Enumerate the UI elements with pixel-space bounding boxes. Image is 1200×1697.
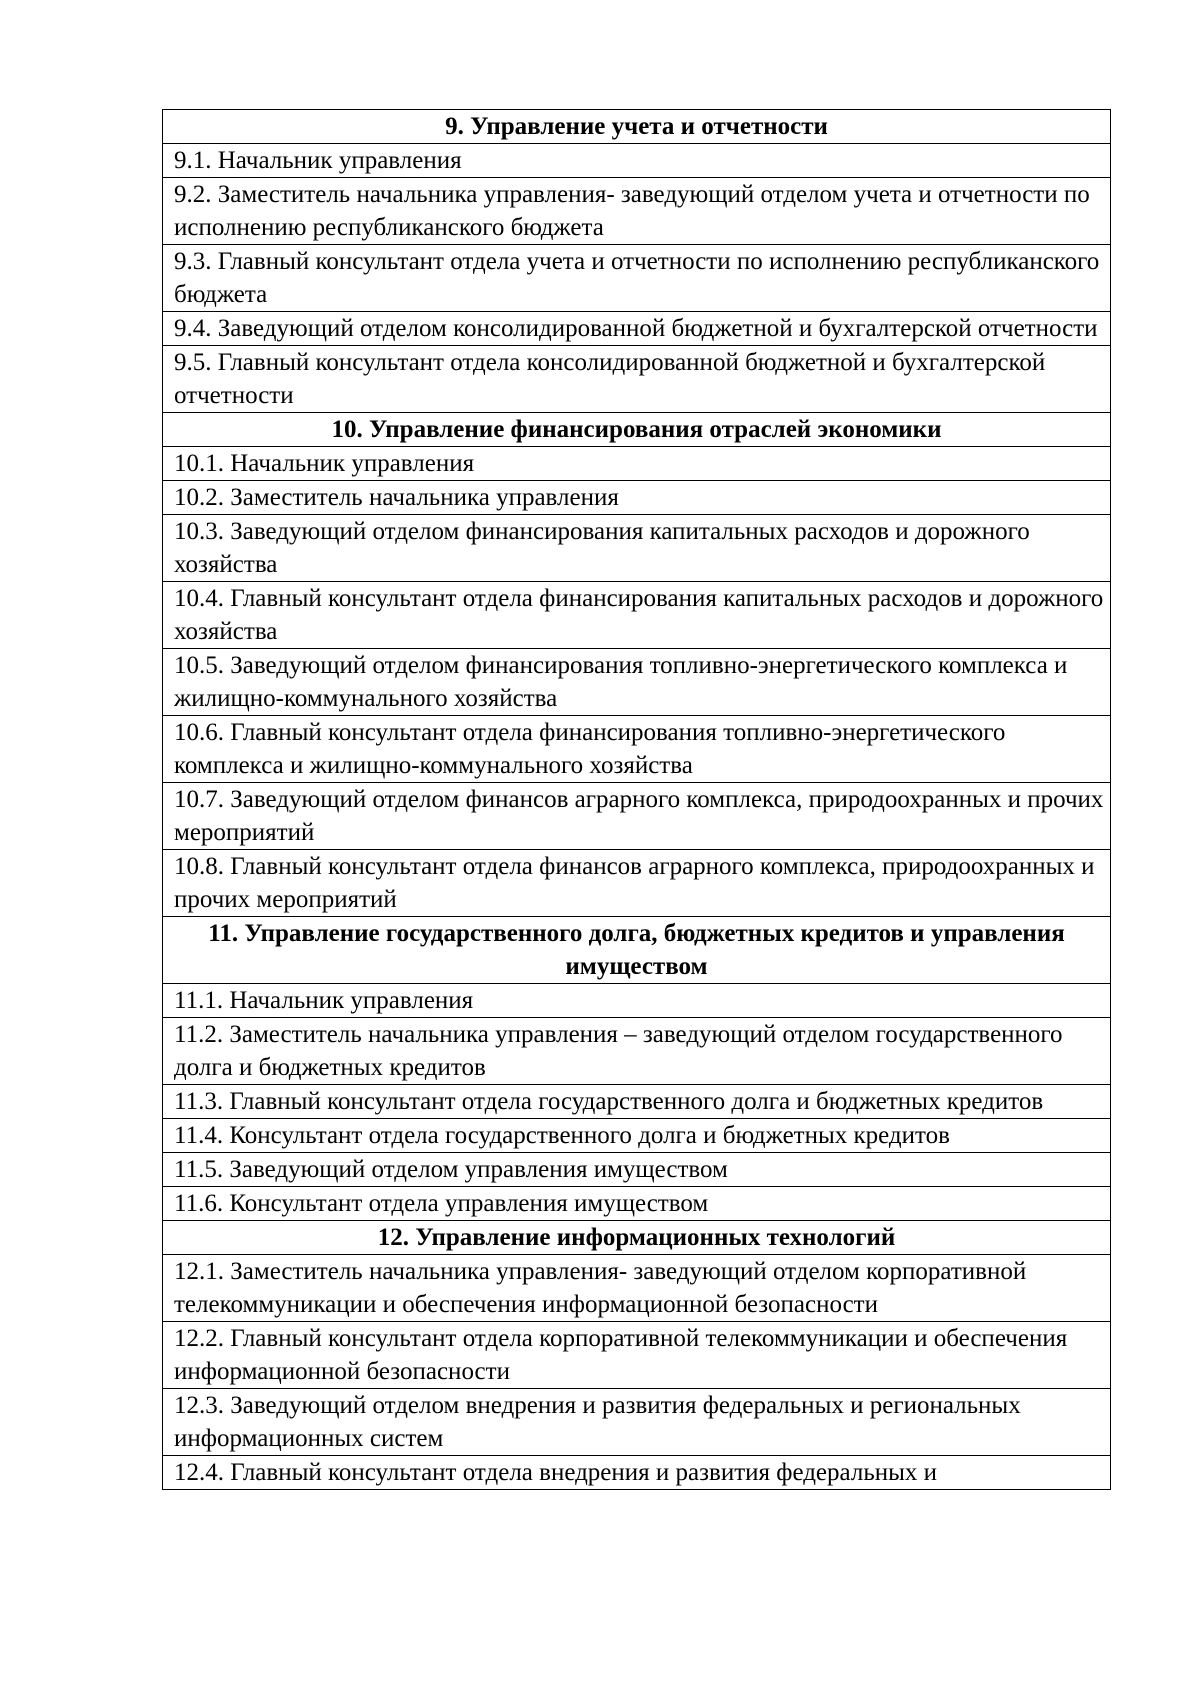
- position-text: 10.6. Главный консультант отдела финансирования топливно-энергетического комплекса и жилищно-коммунального хозяйства: [163, 716, 1111, 783]
- position-row: [163, 1322, 1111, 1389]
- position-text: 10.4. Главный консультант отдела финансирования капитальных расходов и дорожного хозяйства: [163, 582, 1111, 649]
- position-text: 9.1. Начальник управления: [163, 144, 1111, 178]
- position-text: 11.4. Консультант отдела государственного долга и бюджетных кредитов: [163, 1119, 1111, 1153]
- position-row: [163, 1389, 1111, 1456]
- position-text: 10.1. Начальник управления: [163, 447, 1111, 481]
- position-row: [163, 850, 1111, 917]
- position-text: 12.1. Заместитель начальника управления- заведующий отделом корпоративной телекоммуникации и обеспечения информационной безопасности: [163, 1255, 1111, 1322]
- position-text: 10.2. Заместитель начальника управления: [163, 481, 1111, 515]
- position-text: 10.5. Заведующий отделом финансирования топливно-энергетического комплекса и жилищно-коммунального хозяйства: [163, 649, 1111, 716]
- position-text: 12.2. Главный консультант отдела корпоративной телекоммуникации и обеспечения информационной безопасности: [163, 1322, 1111, 1389]
- section-header-row: [163, 917, 1111, 984]
- position-text: 9.4. Заведующий отделом консолидированной бюджетной и бухгалтерской отчетности: [163, 312, 1111, 346]
- position-row: [163, 1153, 1111, 1187]
- positions-table: [162, 109, 1111, 1490]
- position-row: [163, 1119, 1111, 1153]
- position-text: 11.6. Консультант отдела управления имуществом: [163, 1187, 1111, 1221]
- position-text: 11.1. Начальник управления: [163, 984, 1111, 1018]
- position-text: 12.3. Заведующий отделом внедрения и развития федеральных и региональных информационных систем: [163, 1389, 1111, 1456]
- position-row: [163, 1456, 1111, 1490]
- position-text: 10.8. Главный консультант отдела финансов аграрного комплекса, природоохранных и прочих мероприятий: [163, 850, 1111, 917]
- position-row: [163, 984, 1111, 1018]
- position-row: [163, 716, 1111, 783]
- position-row: [163, 1085, 1111, 1119]
- position-row: [163, 783, 1111, 850]
- position-text: 9.5. Главный консультант отдела консолидированной бюджетной и бухгалтерской отчетности: [163, 346, 1111, 413]
- section-title: 9. Управление учета и отчетности: [163, 110, 1111, 144]
- position-text: 9.3. Главный консультант отдела учета и отчетности по исполнению республиканского бюджета: [163, 245, 1111, 312]
- position-row: [163, 582, 1111, 649]
- position-row: [163, 312, 1111, 346]
- position-text: 9.2. Заместитель начальника управления- заведующий отделом учета и отчетности по исполнению республиканского бюджета: [163, 178, 1111, 245]
- position-row: [163, 515, 1111, 582]
- position-row: [163, 447, 1111, 481]
- section-header-row: [163, 110, 1111, 144]
- positions-table-body: [163, 110, 1111, 1490]
- position-text: 10.3. Заведующий отделом финансирования капитальных расходов и дорожного хозяйства: [163, 515, 1111, 582]
- position-row: [163, 144, 1111, 178]
- position-row: [163, 178, 1111, 245]
- position-row: [163, 245, 1111, 312]
- position-row: [163, 346, 1111, 413]
- position-row: [163, 481, 1111, 515]
- position-row: [163, 1187, 1111, 1221]
- section-title: 12. Управление информационных технологий: [163, 1221, 1111, 1255]
- section-title: 10. Управление финансирования отраслей экономики: [163, 413, 1111, 447]
- position-text: 11.5. Заведующий отделом управления имуществом: [163, 1153, 1111, 1187]
- section-title: 11. Управление государственного долга, бюджетных кредитов и управления имуществом: [163, 917, 1111, 984]
- section-header-row: [163, 413, 1111, 447]
- section-header-row: [163, 1221, 1111, 1255]
- position-row: [163, 649, 1111, 716]
- position-text: 12.4. Главный консультант отдела внедрения и развития федеральных и: [163, 1456, 1111, 1490]
- position-row: [163, 1018, 1111, 1085]
- position-text: 11.2. Заместитель начальника управления – заведующий отделом государственного долга и бюджетных кредитов: [163, 1018, 1111, 1085]
- position-text: 11.3. Главный консультант отдела государственного долга и бюджетных кредитов: [163, 1085, 1111, 1119]
- position-row: [163, 1255, 1111, 1322]
- position-text: 10.7. Заведующий отделом финансов аграрного комплекса, природоохранных и прочих мероприятий: [163, 783, 1111, 850]
